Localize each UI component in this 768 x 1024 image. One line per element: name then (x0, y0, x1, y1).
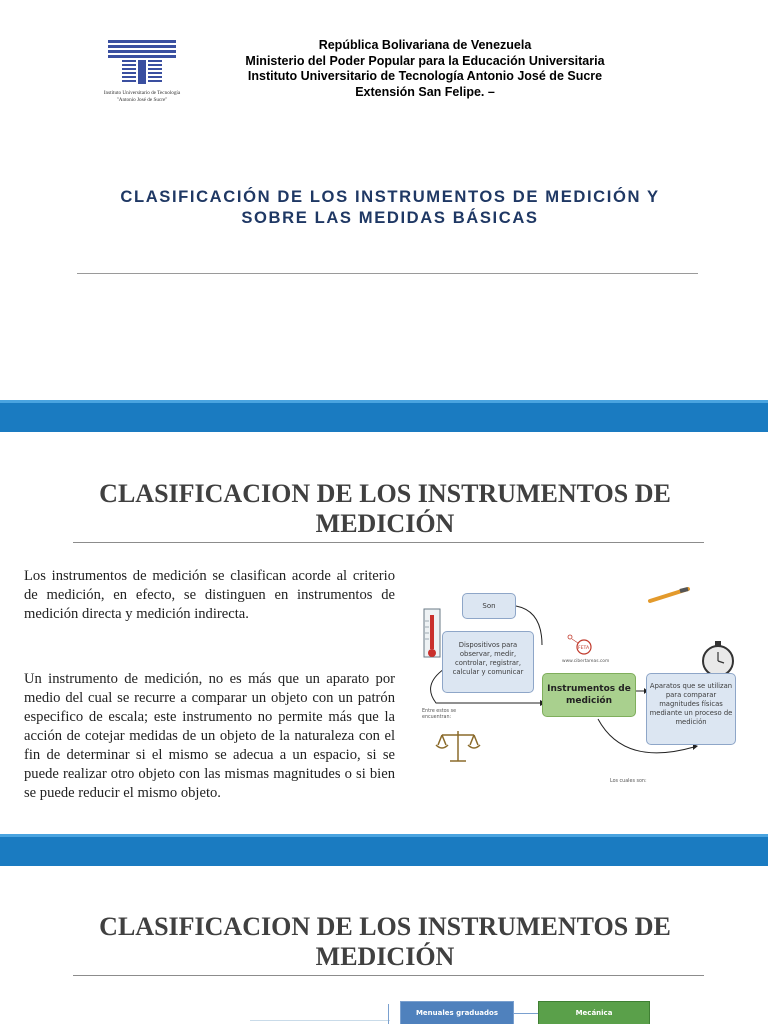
feta-badge-icon (568, 635, 591, 654)
box-menuales-graduados: Menuales graduados (400, 1001, 514, 1024)
label-los-cuales: Los cuales son: (610, 779, 647, 784)
slide-title (40, 912, 730, 972)
label-site: www.cibertareas.com (562, 659, 610, 664)
slide-title-line1: CLASIFICACION DE LOS INSTRUMENTOS DE (99, 912, 671, 941)
node-instrumentos: Instrumentos de medición (542, 673, 636, 717)
slide-separator-bar (0, 400, 768, 432)
document-title-line2: SOBRE LAS MEDIDAS BÁSICAS (241, 208, 539, 227)
node-dispositivos: Dispositivos para observar, medir, controlar, registrar, calcular y comunicar (442, 631, 534, 693)
slide-title-divider (73, 542, 704, 543)
diagram-connector (388, 1004, 389, 1024)
node-aparatos: Aparatos que se utilizan para comparar magnitudes físicas mediante un proceso de medición (646, 673, 736, 745)
diagram-connector (250, 1020, 390, 1021)
label-entre-estos: Entre estos se encuentran: (422, 709, 457, 720)
header-line-4: Extensión San Felipe. – (355, 84, 495, 99)
slide-separator-bar (0, 834, 768, 866)
logo-caption-line1: Instituto Universitario de Tecnología (103, 90, 181, 96)
document-title-line1: CLASIFICACIÓN DE LOS INSTRUMENTOS DE MEDICIÓN Y (120, 187, 660, 206)
title-slide (0, 0, 768, 400)
slide-title-line2: MEDICIÓN (315, 942, 455, 971)
title-divider (77, 273, 698, 274)
slide-title-line1: CLASIFICACION DE LOS INSTRUMENTOS DE (99, 479, 671, 508)
header-line-1: República Bolivariana de Venezuela (318, 38, 532, 52)
logo-caption (96, 90, 188, 104)
slide-title-line2: MEDICIÓN (315, 509, 455, 538)
paragraph-definition: Un instrumento de medición, no es más que un aparato por medio del cual se recurre a comparar un objeto con un patrón especifico de escala; este instrumento no permite más que la acción de cotejar medidas de un objeto de la naturaleza con el fin de determinar si el mismo se adecua a un espacio, si se puede realizar otro objeto con las mismas magnitudes o si bien se puede reducir el mismo objeto. (24, 671, 395, 801)
node-son: Son (462, 593, 516, 619)
diagram-connector (514, 1013, 538, 1014)
paragraph-classification: Los instrumentos de medición se clasifican acorde al criterio de medición, en efecto, se distinguen en instrumentos de medición directa y medición indirecta. (24, 568, 395, 622)
balance-scale-icon (436, 731, 480, 761)
document-title (70, 186, 710, 228)
header-line-3: Instituto Universitario de Tecnología Antonio José de Sucre (247, 69, 603, 83)
slide-title (40, 479, 730, 539)
feta-badge-text: FETA (578, 646, 590, 651)
box-mecanica: Mecánica (538, 1001, 650, 1024)
institution-logo (96, 40, 188, 112)
slide-title-divider (73, 975, 704, 976)
stopwatch-icon (703, 641, 733, 676)
measurement-concept-map (412, 585, 762, 805)
thermometer-icon (424, 609, 440, 657)
institution-header (240, 38, 610, 100)
iut-logo-icon (108, 40, 176, 88)
header-line-2: Ministerio del Poder Popular para la Educación Universitaria (245, 53, 605, 68)
pencil-icon (650, 589, 688, 601)
logo-caption-line2: "Antonio José de Sucre" (116, 97, 168, 103)
